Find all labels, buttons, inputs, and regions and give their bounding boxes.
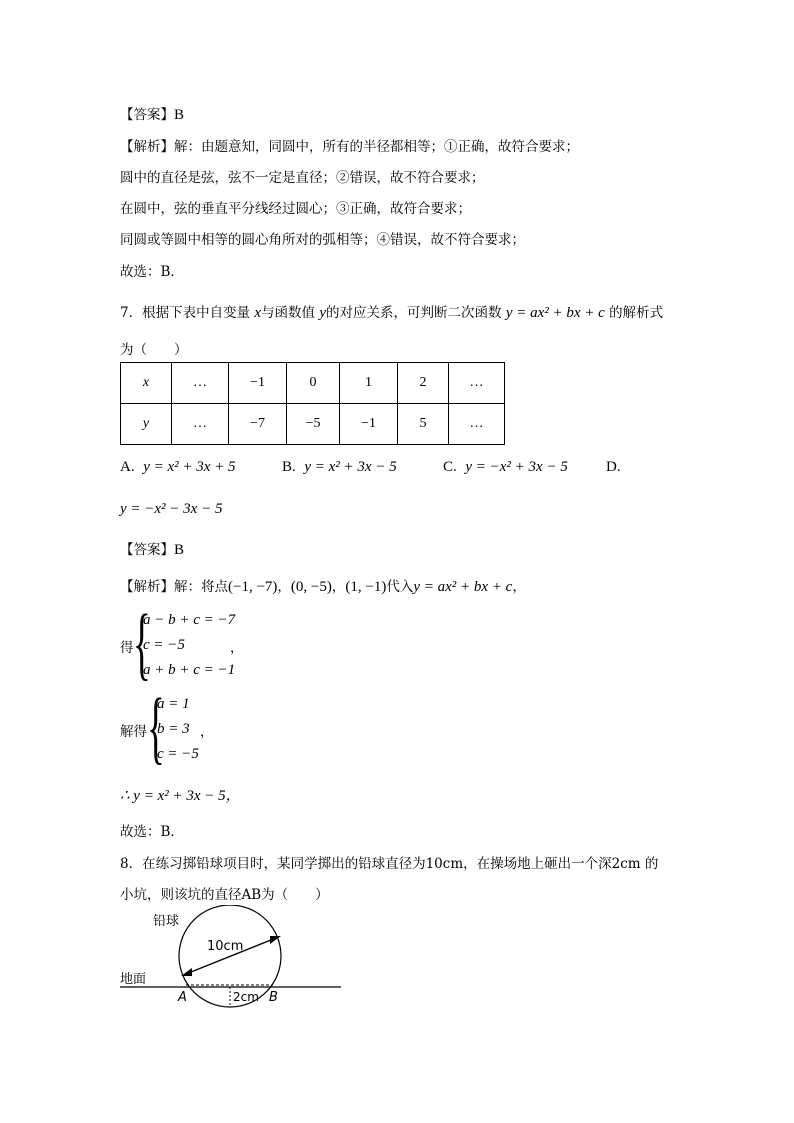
depth-label: 2cm [233,990,259,1004]
comma: ， [200,724,214,740]
value-table [120,362,505,445]
table-cell: 2 [398,363,449,404]
q7-answer-line [120,538,184,559]
equation: c = −5 [157,746,199,762]
table-row-y [121,404,505,445]
q7-stem-end: 为（ ） [120,342,188,358]
q6-answer-line [120,103,184,124]
q6-analysis-line4: 同圆或等圆中相等的圆心角所对的弧相等；④错误，故不符合要求； [120,232,525,248]
answer-value: B [174,542,185,558]
ball-label: 铅球 [153,914,180,929]
q6-analysis-line2: 圆中的直径是弦，弦不一定是直径；②错误，故不符合要求； [120,170,485,186]
equation-system-1 [143,608,235,683]
point: (0, −5) [290,579,332,595]
equation: c = −5 [143,637,185,653]
q8-stem-line2: 小坑，则该坑的直径AB为（ ） [120,887,329,903]
table-cell: −1 [340,404,398,445]
quadratic-formula: y = ax² + bx + c [505,305,605,321]
option-d-expr [120,501,222,518]
table-cell: −5 [287,404,340,445]
option-expr: y = x² + 3x − 5 [304,459,397,475]
var-y: y [319,305,327,321]
answer-value: B [174,107,185,123]
answer-tag: 【答案】 [120,107,174,123]
option-c [443,459,568,476]
table-cell: 5 [398,404,449,445]
option-label: C. [443,459,457,475]
q7-conclusion: 故选：B． [120,824,184,840]
point-a-label: A [178,990,187,1005]
equation-system-2 [157,692,199,767]
formula: y = ax² + bx + c [413,579,513,595]
q7-analysis-line: 【解析】解：将点(−1, −7)，(0, −5)，(1, −1)代入y = ax² + bx + c， [120,579,526,595]
option-label: B. [282,459,296,475]
solve-label: 解得 [120,724,147,740]
table-cell: … [449,363,505,404]
table-cell: … [449,404,505,445]
table-cell: … [172,404,229,445]
table-cell: 1 [340,363,398,404]
q6-conclusion: 故选：B． [120,264,184,280]
equation: b = 3 [157,721,190,737]
analysis-tag: 【解析】 [120,139,174,155]
analysis-tag: 【解析】 [120,579,174,595]
var-x: x [254,305,262,321]
q8-stem-line1: 8．在练习掷铅球项目时，某同学掷出的铅球直径为10cm，在操场地上砸出一个深2cm 的 [120,856,659,872]
option-expr: y = −x² + 3x − 5 [465,459,568,475]
q7-stem-part: 的对应关系，可判断二次函数 [326,305,506,321]
q7-stem-part: 的解析式 [604,305,664,321]
analysis-text: 代入 [386,579,414,595]
answer-tag: 【答案】 [120,542,174,558]
equation: a + b + c = −1 [143,662,236,678]
equation: a = 1 [157,696,190,712]
table-cell: y [121,404,172,445]
table-cell: −1 [229,363,287,404]
q7-stem-part: 7．根据下表中自变量 [120,305,255,321]
analysis-text: 解：将点 [174,579,228,595]
diameter-label: 10cm [207,939,244,954]
q6-analysis-line1 [120,135,579,155]
equation: a − b + c = −7 [143,612,236,628]
table-row-x [121,363,505,404]
result-formula: ∴ y = x² + 3x − 5， [120,788,241,804]
therefore-line [120,784,241,805]
option-expr: y = x² + 3x + 5 [143,459,236,475]
analysis-text: 解：由题意知，同圆中，所有的半径都相等；①正确，故符合要求； [174,139,579,155]
point-b-label: B [269,990,278,1005]
q6-analysis-line3: 在圆中，弦的垂直平分线经过圆心；③正确，故符合要求； [120,201,471,217]
q7-stem-part: 与函数值 [261,305,320,321]
option-label: D. [606,459,621,475]
option-d-label [606,459,621,476]
left-brace: { [133,597,151,688]
q7-stem [120,301,663,322]
table-cell: … [172,363,229,404]
option-b [282,459,397,476]
point: (−1, −7) [228,579,278,595]
option-expr: y = −x² − 3x − 5 [120,501,223,517]
table-cell: x [121,363,172,404]
point: (1, −1) [345,579,387,595]
get-label: 得 [120,640,134,656]
ground-label: 地面 [120,972,147,987]
option-a [120,459,236,476]
comma: ， [230,640,244,656]
option-label: A. [120,459,135,475]
table-cell: −7 [229,404,287,445]
shot-put-figure [115,905,355,1010]
left-brace: { [147,681,165,772]
table-cell: 0 [287,363,340,404]
